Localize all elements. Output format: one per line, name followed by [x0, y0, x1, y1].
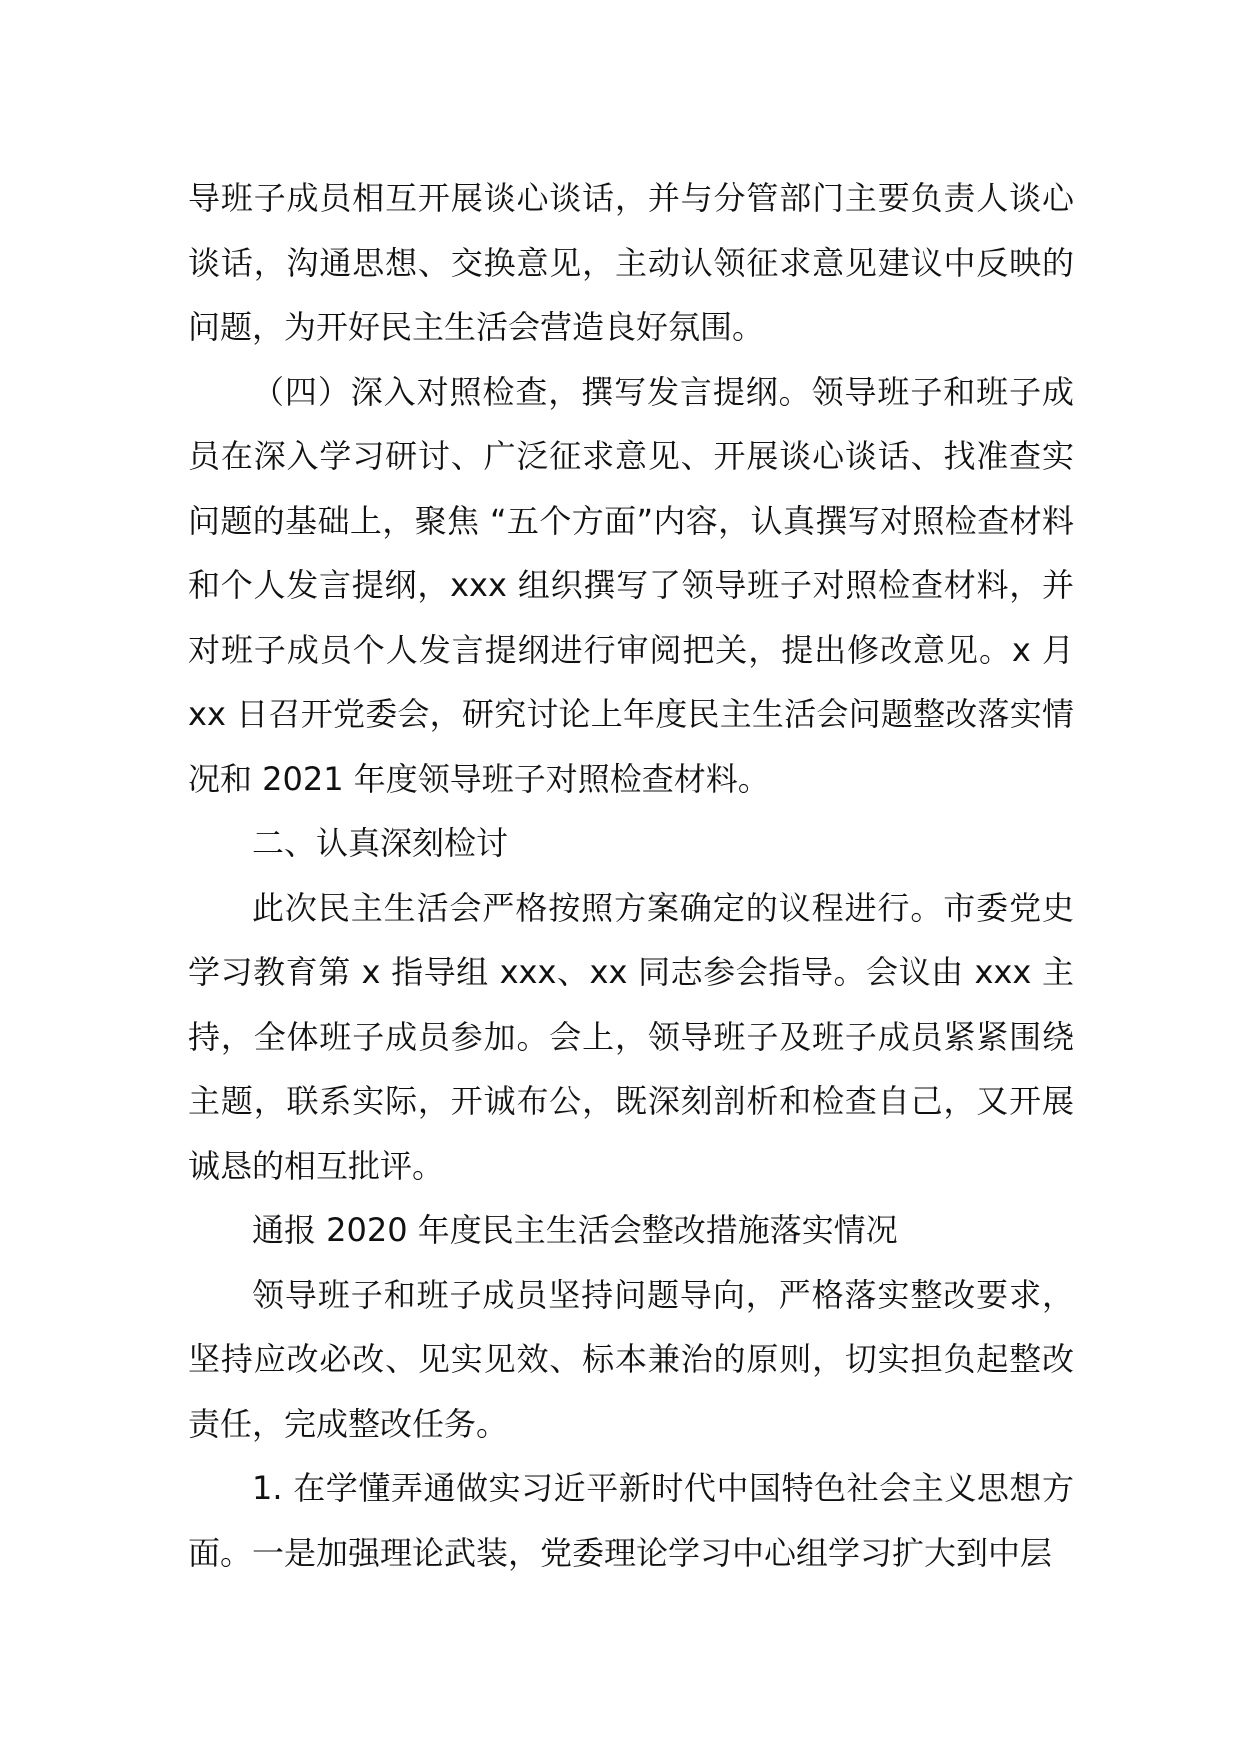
document-body: [188, 166, 1074, 1585]
subheading-rectification-report: 通报 2020 年度民主生活会整改措施落实情况: [252, 1211, 898, 1249]
paragraph-meeting-agenda: 此次民主生活会严格按照方案确定的议程进行。市委党史学习教育第 x 指导组 xxx、xx 同志参会指导。会议由 xxx 主持，全体班子成员参加。会上，领导班子及班子成员紧紧围绕主题，联系实际，开诚布公，既深刻剖析和检查自己，又开展诚恳的相互批评。: [188, 888, 1074, 1185]
paragraph-rectification-summary: 领导班子和班子成员坚持问题导向，严格落实整改要求，坚持应改必改、见实见效、标本兼治的原则，切实担负起整改责任，完成整改任务。: [188, 1275, 1074, 1443]
paragraph-item-one: 1. 在学懂弄通做实习近平新时代中国特色社会主义思想方面。一是加强理论武装，党委理论学习中心组学习扩大到中层: [188, 1469, 1074, 1572]
section-heading-two: 二、认真深刻检讨: [252, 824, 509, 862]
paragraph-section-four: （四）深入对照检查，撰写发言提纲。领导班子和班子成员在深入学习研讨、广泛征求意见、开展谈心谈话、找准查实问题的基础上，聚焦 “五个方面”内容，认真撰写对照检查材料和个人发言提纲，xxx 组织撰写了领导班子对照检查材料，并对班子成员个人发言提纲进行审阅把关，提出修改意见。x 月 xx 日召开党委会，研究讨论上年度民主生活会问题整改落实情况和 2021 年度领导班子对照检查材料。: [188, 372, 1074, 798]
paragraph-continuation: 导班子成员相互开展谈心谈话，并与分管部门主要负责人谈心谈话，沟通思想、交换意见，主动认领征求意见建议中反映的问题，为开好民主生活会营造良好氛围。: [188, 179, 1074, 346]
